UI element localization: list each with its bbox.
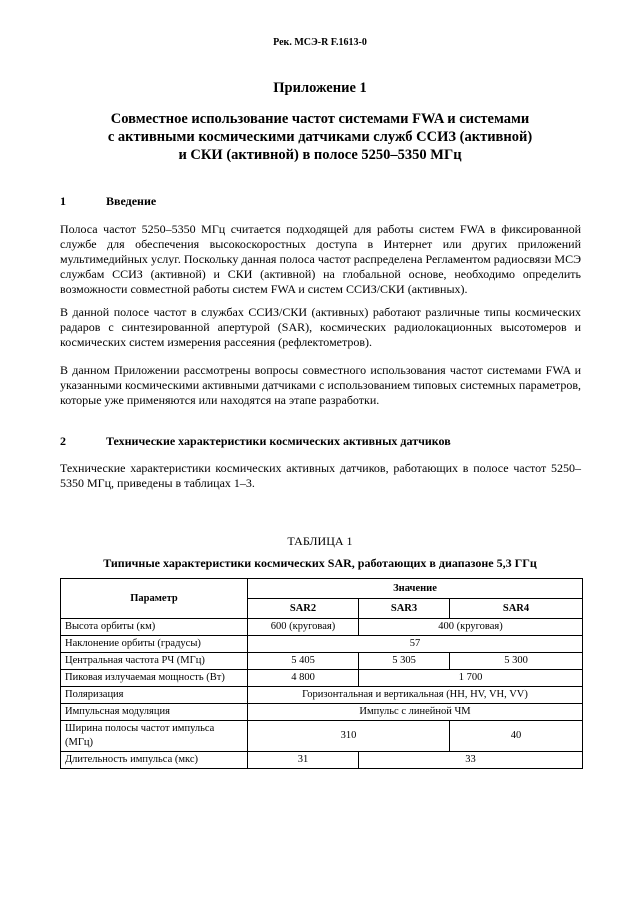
page-header: Рек. МСЭ-R F.1613-0 [273,37,367,48]
table-row [61,704,583,721]
row-label: Центральная частота РЧ (МГц) [61,653,248,670]
table-header-row [61,579,583,599]
section-1-heading [60,194,156,209]
section-title: Технические характеристики космических активных датчиков [106,434,451,448]
paragraph: Полоса частот 5250–5350 МГц считается подходящей для работы систем FWA в фиксированной службе для обеспечения высокоскоростных доступа в Интернет или других приложений мультимедийных услуг. Поскольку данная полоса частот распределена Регламентом радиосвязи МСЭ службам ССИЗ (активной) и СКИ (активной) на глобальной основе, необходимо определить возможности совместной работы систем FWA и систем ССИЗ/СКИ (активных). [60,222,581,296]
cell: 310 [248,721,450,752]
value-header: Значение [248,579,583,599]
cell: 33 [359,752,583,769]
table-row [61,653,583,670]
column-header: SAR4 [450,599,583,619]
section-number: 2 [60,434,66,448]
table-row [61,670,583,687]
row-label: Длительность импульса (мкс) [61,752,248,769]
cell: 31 [248,752,359,769]
section-number: 1 [60,194,66,208]
table-row [61,619,583,636]
cell: 5 305 [359,653,450,670]
table-row [61,752,583,769]
cell: 5 405 [248,653,359,670]
table-row [61,687,583,704]
row-label-line: (МГц) [65,737,94,748]
document-title [60,110,580,164]
section-2-heading [60,434,451,449]
paragraph: В данном Приложении рассмотрены вопросы совместного использования частот системами FWA и указанными космическими активными датчиками с использованием типовых системных параметров, которые уже применяются или находятся на этапе разработки. [60,363,581,407]
sar-characteristics-table [60,578,583,769]
cell: Импульс с линейной ЧМ [248,704,583,721]
title-line: с активными космическими датчиками служб ССИЗ (активной) [107,129,533,145]
row-label-line: Ширина полосы частот импульса [65,723,215,734]
annex-title: Приложение 1 [273,80,367,96]
cell: 400 (круговая) [359,619,583,636]
cell: 40 [450,721,583,752]
row-label [61,721,248,752]
title-line: Совместное использование частот системами FWA и системами [110,111,530,127]
table-label: ТАБЛИЦА 1 [287,534,353,548]
table-row [61,636,583,653]
cell: Горизонтальная и вертикальная (HH, HV, VH, VV) [248,687,583,704]
cell: 4 800 [248,670,359,687]
row-label: Поляризация [61,687,248,704]
row-label: Высота орбиты (км) [61,619,248,636]
column-header: SAR2 [248,599,359,619]
table-caption: Типичные характеристики космических SAR, работающих в диапазоне 5,3 ГГц [103,556,537,570]
row-label: Наклонение орбиты (градусы) [61,636,248,653]
paragraph: В данной полосе частот в службах ССИЗ/СКИ (активных) работают различные типы космических радаров с синтезированной апертурой (SAR), космических радиолокационных высотомеров и космических систем измерения рассеяния (рефлектометров). [60,305,581,349]
row-label: Импульсная модуляция [61,704,248,721]
cell: 57 [248,636,583,653]
title-line: и СКИ (активной) в полосе 5250–5350 МГц [178,147,462,163]
row-label: Пиковая излучаемая мощность (Вт) [61,670,248,687]
param-header: Параметр [61,579,248,619]
paragraph: Технические характеристики космических активных датчиков, работающих в полосе частот 5250–5350 МГц, приведены в таблицах 1–3. [60,461,581,490]
column-header: SAR3 [359,599,450,619]
cell: 600 (круговая) [248,619,359,636]
section-title: Введение [106,194,157,208]
cell: 5 300 [450,653,583,670]
cell: 1 700 [359,670,583,687]
table-row [61,721,583,752]
